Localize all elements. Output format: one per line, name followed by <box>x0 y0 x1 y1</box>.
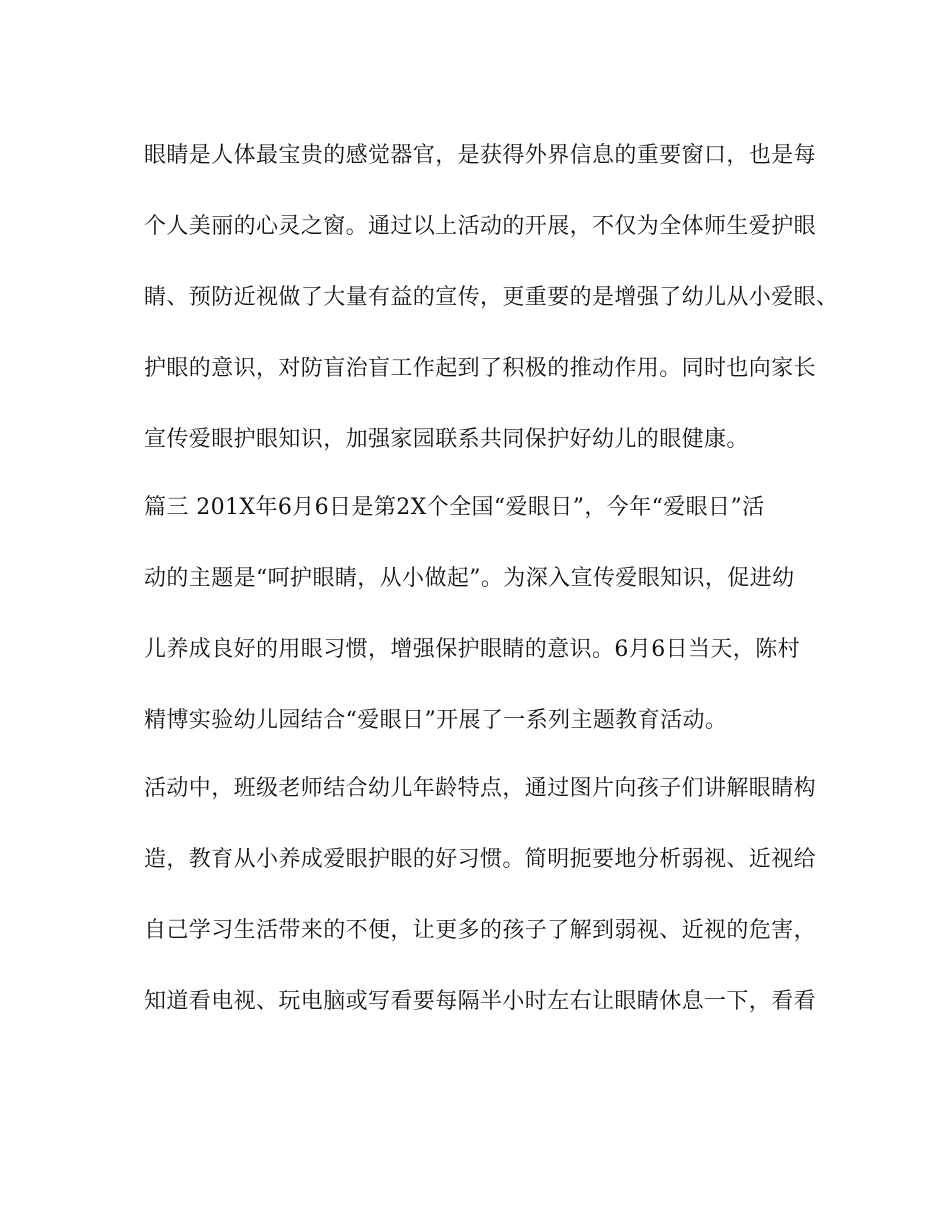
text-line: 精博实验幼儿园结合“爱眼日”开展了一系列主题教育活动。 <box>144 708 728 733</box>
text-line: 活动中，班级老师结合幼儿年龄特点，通过图片向孩子们讲解眼睛构 <box>144 776 817 801</box>
text-line: 眼睛是人体最宝贵的感觉器官，是获得外界信息的重要窗口，也是每 <box>144 143 817 168</box>
text-line: 篇三 201X年6月6日是第2X个全国“爱眼日”，今年“爱眼日”活 <box>144 495 765 520</box>
text-line: 宣传爱眼护眼知识，加强家园联系共同保护好幼儿的眼健康。 <box>144 427 749 452</box>
text-line: 护眼的意识，对防盲治盲工作起到了积极的推动作用。同时也向家长 <box>144 356 817 381</box>
text-line: 个人美丽的心灵之窗。通过以上活动的开展，不仅为全体师生爱护眼 <box>144 214 817 239</box>
text-line: 自己学习生活带来的不便，让更多的孩子了解到弱视、近视的危害， <box>144 918 817 943</box>
text-line: 造，教育从小养成爱眼护眼的好习惯。简明扼要地分析弱视、近视给 <box>144 847 817 872</box>
text-line: 儿养成良好的用眼习惯，增强保护眼睛的意识。6月6日当天，陈村 <box>144 637 800 662</box>
text-line: 睛、预防近视做了大量有益的宣传，更重要的是增强了幼儿从小爱眼、 <box>144 285 839 310</box>
text-line: 知道看电视、玩电脑或写看要每隔半小时左右让眼睛休息一下，看看 <box>144 989 817 1014</box>
text-line: 动的主题是“呵护眼睛，从小做起”。为深入宣传爱眼知识，促进幼 <box>144 566 795 591</box>
